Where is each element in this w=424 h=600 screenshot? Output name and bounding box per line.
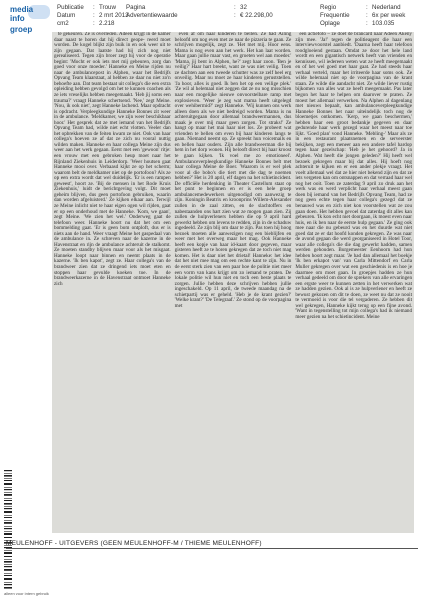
colon: : [234,4,236,11]
meta-value: Trouw [99,4,116,11]
meta-right [320,4,405,29]
meta-key: Regio [320,4,337,11]
meta-key: cm2 [57,20,69,28]
source-label: MEULENHOFF - UITGEVERS (GEEN MEULENHOFF-M / THIEME MEULENHOFF) [6,540,262,547]
colon: : [366,20,368,28]
logo-text-3: groep [10,25,33,34]
colon: : [234,12,236,20]
article-text: te gekeuren. Ze is overleden. Adeen krijgt in de kamer daar naast te horen dat hij direct geope- reerd moet worden. De kogel blijkt zijn buik in en ook weer uit te zijn gegaan. Dat laatste had hij zich nog niet gerealiseerd. Tegen zijn broer zegt hij voor de operatie begint: 'Mocht er ook iets met mij gebeuren, zorg dan goed voor onze moeder.' Hanneke en Meine rijden nu naar de ambulancepost in Alphen, waar het Bedrijfs Opvang Team klaarstaat, al hebben ze daar nu niet zo'n behoefte aan. Dat team bestaat uit collega's die een extra opleiding hebben gevolgd om het te kunnen coachen als ze iets vreselijks hebben meegemaakt. 'Heb jij soms een trauma?' vraagt Hanneke schertsend. 'Nee,' zegt Meine. 'Nou, ik ook niet', zegt Hanneke lachend. Maar opdracht is opdracht. Verpleegkundige Hanneke Bonnes zit weer in de ambulance. 'Meldkamer, we zijn weer beschikbaar hoor.' Het gesprek dat ze met iemand van het Bedrijfs Opvang Team had, wilde niet echt vlotten. Veeler dan het opbrekken van de feiten kwam ze niet. Ook van haar collega's hoeven ze af dat ze zich nu vooral nuttig wilden maken. Hanneke en haar collega Meine zijn dus weer aan het werk gegaan. Eerst met een 'gewoon' ritje: een vrouw met een gebroken heup moet naar het Rijnland Ziekenhuis in Leiderdorp. 'Weer houtsen gaat Hanneke mooi over. Verbaasd kijkt ze op het scherm; waarom belt de meldkamer niet op de portofoon? Als ze op een extra wordt dat wel duidelijk. 'Er is een rampen geweest', hoort ze. 'Bij de mensen in het Rode Kruis Ziekenhuis,' luidt de berichtgeving volgt. Dit moet geheim blijven, dus geen portofoon gebruiken, waarin dan worden afgeluisterd.' Ze kijken elkaar aan. Terwijl ze Meine inlicht niet te haar eigen ogen wil rijden, gaat er op een onderhoud met de Hanneke. 'Kom, we gaan', zegt Meine. 'We zien het wel.' Onderweg gaat de telefoon weer. Hanneke hoort nu dat het om een bommelding gaat. 'Er is geen bom ontploft, dus er is niets aan de hand. Weer vraagt Meine het gaspedaal van de ambulance in. Ze schreven naar de kazerne in de Havenstraat en rijn de ambulance achteruit de stalkomt. Ze moeten standby blijven maar voor als het misgaat. Hanneke loopt naar binnen en neemt plaats in de kazerne. 'Ik ben kapot', zegt ze. Haar collega's van de brandweer zien dat ze dringend iets moet eten en stoppen haar gevulde koeken toe. In de brandweerkazerne in de Havenstraat ontmoet Hanneke zich [54,32,171,287]
article-column-2 [173,32,294,533]
meta-key: Frequentie [320,12,350,20]
meta-key: Publicatie [57,4,84,11]
logo-text-1: media [10,5,34,14]
article-column-3 [293,32,414,533]
meta-value: 2 mrt 2013 [99,12,129,20]
article-clipping [52,32,414,533]
meta-key: Advertentiewaarde [126,12,178,20]
meta-value: 2.218 [99,20,115,28]
article-columns [52,32,414,533]
article-text: een actiefoto – ze doet de brancard naar Adeen Akeny zijn mee. 'Ja!' tegen de politieagent die haar een interviewvoorstel aanbiedt. 'Daarna heeft haar telefoon roodgloeiend gestaan. Omdat ze door het hele land wordt en een gigantisch netwerk heeft van vrienden en kennissen, wil iedereen weten wat ze heeft meegemaakt en of het wel goed met haar gaat. Ze had steeds haar verhaal verteld, maar het irriteerde haar soms ook. Ze wilde helemaal niet op de voorpagina van de krant staan. Ze wilde die aandacht niet. Ze wilde liever rustig bijkomen van alles wat ze heeft meegemaakt. Pas later begon het haar te helpen om daarover te praten. Ze moest het allemaal verwerken. Na Alphen al dagenlang met nieuws bepaalt, kan ambulanceverpleegkundige Hanneke Bonnes het naar uiteindelijk toch nog de bloemetjes ontkomen. 'Kerp, we gaan beschermen,' hebben haar een groot bedankje gegeven en daar gedurende haar werk gezegd waar het meest naar toe lijkt. 'Goed plan' vond Hanneke. 'Mebling-' Maar als ze in een restaurant plaatsnemen en de serveerster bekijken, zegt een meneer aan een andere tafel hardop tegen haar gezelschap: 'Heb je het gehoord? Ja in Alphen. Wat heeft die jongen geleden?' Hij heeft wel bezoek gekregen maar bij dat alles. Hij hoeft nog achteruit te kijken en er een ander plekje vraagt. Het voelt allemaal wel dat ze hier niet bekend zijn en dat ze iets vergeten kan om ontsnappen en dat verraad haar wel nog het ooit. Toen ze zaterdag 9 april zo druk aan het werk was en werd verplicht haar verhaal meest gaan doen bij iemand van het Bedrijfs Opvang Team, had ze nog geen echte tegen haar collega's gezegd dat ze benauwd was en zich niet kon voorstellen wat ze zou gaan doen. Het hebben gevoel dat zaterdag dit alles kan gebeuren. 'Ik kon echt niet doorgaan, ik moest even naar huis, en ik ben naar de eerste hulp gegaan.' Ze ging ook mee naar die nu gebeurd was en het duurde wat niet goed dat ze er dat hoofd konden gekregen. Ze was naar de avond gegaan die werd georganiseerd in Hotel Toor, waar alle collega's die die dag gewerkt hadden, samen werden gehouden. Burgemeester Eenhoorn had hun hebben hoort zegt maar. 'Je had dan allemaal het boekje 'Ik ben erkapot van' van Carla Mittendorf en Carla Muller gekregen over wat een geschiedenis is en hoe je daarmee om moet gaan. In groepjes hadden ze hun verhaal gedeeld om door de sprekers van alle ervaringen een ergste weer te kunnen zetten in het verwerken wat ze hadden gezien. Ook al is ze hulpverlener en heeft ze bewust gekozen om dit te doen, ze weet nu dat ze nooit te vermoeid is voor die tel vergaderen. Ze hebben dit wel gekregen, Hanneke kijkt terug op een fijne avond. 'Want in tegenstelling tot mijn collega's had ik niemand meer gezien na het schietincident. Meine [295,32,413,320]
logo-text-2: info [10,14,25,23]
meta-value: Nederland [372,4,401,11]
article-column-1 [52,32,173,533]
colon: : [93,20,95,28]
logo [4,3,54,41]
meta-value: 6x per week [372,12,406,20]
footer-note: alleen voor intern gebruik [4,591,49,596]
article-text: even af om haar kinderen te bellen. Ze had Ailing beloofd om nog even met ze naar de pizzeria te gaan. Ze schrijven mogelijk, zegt ze. 'Het met mij. Hoor eens. Mama is nog even aan het werk. Het kan laat worden. Maar gaan jullie maar vast, en groeten wel aan moeder.' 'Mama, jij bent in Alphen, he?' zegt haar zoon. 'Ben je veilig?' Haar hart breekt, want ze was niet veilig. Toen ze dachten aan een tweede schutter was ze zelf heel erg onveilig. Maar nu moet ze haar kinderen geruststellen. 'Ja hoor, alles is goed. Ik ben het op een veilige plek.' 'Ze wil al helemaal niet zeggen dat ze nu nog misschien naar een mogelijke nieuwe onvoorstelbare ramp met explosieven. 'Weer je zeg wat mama heeft uitgelegd over wehibermid?' zegt Hanneke. 'Wij kunnen ons werk alleen doen als we niet bedreigd worden. Mama is nu achteruitgegaan door allemaal brandweermannen, dus maak je over mij maar geen zorgen. Tot straks!' Ze hangt op maar het mai haar niet los. Ze probeert wat vrienden te bellen om even bij haar kinderen langs te gaan. Niemand neemt op. Ze spreekt hun voicemails en en bellen haar ouders. Zijn alle brandweerman die bij hem in het dorp wonen. Hij belooft direct bij haar kroost te gaan kijken. 'Ik voel me zo emotioneel'. Ambulanceverpleegkundige Hanneke Bonnes belt met haar collega Meine de Boer. 'Waarom is er wel plek voor al die bobo's die tiert met die dag te noemen hebben?' Het is 20 april, elf dagen na het schietincident. De officiële herdenking in Theater Castellum staat op het punt te beginnen en er is een hele groep ambulancemedewerkers uitgenodigd om aanwezig te zijn. Koningin Beatrix en kroonprins Willem-Alexander zullen in de zaal zitten, en de slachtoffers en nabestaanden ons hart zien wat ze mogen gaan zien. Zij zullen de hulpverleners hebben die op 9 april hard gewerkt hebben om levens te redden, zijn in de schaduw ingedeeld. Ze zijn blij om daar te zijn. Pas toen hij hoog bezoek moeten alle aanwezigen nog een bieblijfen en weer met het overweg maar het mag. Ook Hanneke heeft een kopje van haar id-kaart door gegeven, maar gisteren heeft ze te horen gekregen dat ze toch niet mag komen. Het is daar niet het drietal! Hanneke: het idee dat het niet mee mag om een rechte kant te zijn. Nu in de eerst sterk zien van een paar hoe de politie niet meer een vorm van kans krijgt om zo iemand te praten. De lokale politie wil hun niet en toch een beste plaats te zorgen. Jullie hebben deze schrijven hebben jullie ingeschakeld. Op 11 april, de tweede maandag na de schietpartij was er geheld. 'Heb je de krant gezien?' 'Welke krant?' 'De Telegraaf.' Ze stond op de voorpagina met [174,32,292,309]
colon: : [366,12,368,20]
meta-key: Oplage [320,20,340,28]
meta-mid [126,4,310,20]
colon: : [366,4,368,11]
barcode [4,470,12,590]
meta-key: Pagina [126,4,146,11]
meta-value: € 22.298,00 [240,12,273,20]
colon: : [93,4,95,11]
divider-line [6,548,418,549]
meta-value: 32 [240,4,247,11]
colon: : [93,12,95,20]
meta-key: Datum [57,12,76,20]
meta-value: 103.035 [372,20,395,28]
